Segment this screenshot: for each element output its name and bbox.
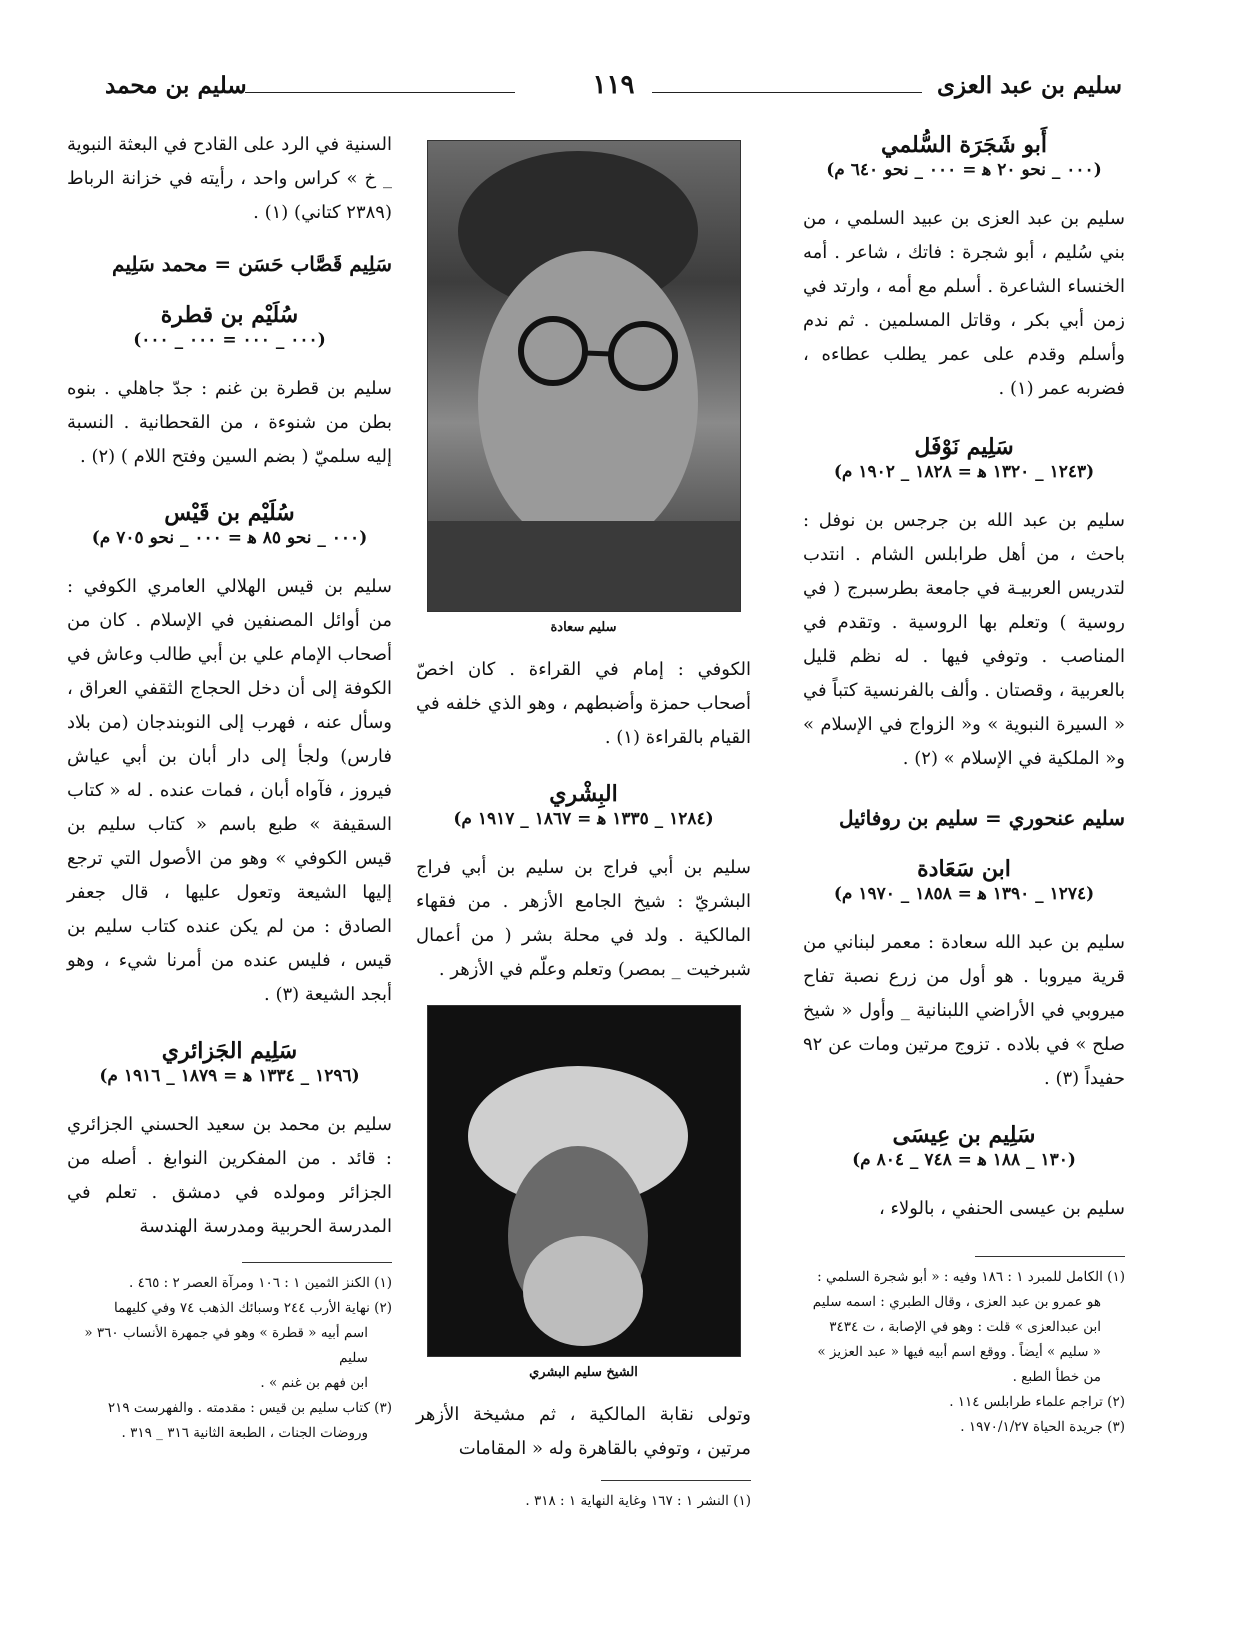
header-rule-right xyxy=(652,92,922,93)
entry-al-bishri xyxy=(416,781,751,987)
page-header xyxy=(105,72,1122,112)
footnote-line: (١) الكامل للمبرد ١ : ١٨٦ وفيه : « أبو شجرة السلمي : xyxy=(817,1269,1125,1285)
entry-body: سليم بن قطرة بن غنم : جدّ جاهلي . بنوه بطن من شنوءة ، من القحطانية . النسبة إليه سلميّ ( بضم السين وفتح اللام ) (٢) . xyxy=(67,378,392,467)
entry-body: سليم بن عبد الله سعادة : معمر لبناني من قرية ميروبا . هو أول من زرع نصبة تفاح ميروبي في الأراضي اللبنانية _ وأول « شيخ صلح » في بلاده . تزوج مرتين ومات عن ٩٢ حفيداً (٣) . xyxy=(803,932,1125,1089)
entry-abu-shajara xyxy=(803,132,1125,406)
entry-dates: (٠٠٠ _ ٠٠٠ = ٠٠٠ _ ٠٠٠) xyxy=(133,330,326,350)
footnote-line: هو عمرو بن عبد العزى ، وقال الطبري : اسمه سليم xyxy=(812,1294,1101,1310)
entry-title: سَلِيم الجَزائري xyxy=(161,1038,298,1064)
entry-dates: (١٢٩٦ _ ١٣٣٤ ﻫ = ١٨٧٩ _ ١٩١٦ م) xyxy=(99,1066,360,1086)
entry-body: سليم بن محمد بن سعيد الحسني الجزائري : قائد . من المفكرين النوابغ . أصله من الجزائر ومولده في دمشق . تعلم في المدرسة الحربية ومدرسة الهندسة xyxy=(67,1114,392,1237)
footnote-line: (١) الكنز الثمين ١ : ١٠٦ ومرآة العصر ٢ : ٤٦٥ . xyxy=(129,1275,392,1291)
entry-title: سُلَيْم بن قطرة xyxy=(160,302,299,328)
footnote-line: ابن عبدالعزى » قلت : وهو في الإصابة ، ت ٣٤٣٤ xyxy=(829,1319,1101,1335)
entry-sulaym-ibn-qays xyxy=(67,500,392,1012)
entry-salim-al-jazairi xyxy=(67,1038,392,1244)
portrait-photo-al-bishri xyxy=(427,1005,741,1357)
footnote-line: (٢) تراجم علماء طرابلس ١١٤ . xyxy=(949,1394,1125,1410)
page-number: ١١٩ xyxy=(579,70,649,100)
footnote-line: ابن فهم بن غنم » . xyxy=(260,1375,368,1391)
entry-sulaym-ibn-qutra xyxy=(67,302,392,474)
entry-title: سَلِيم بن عِيسَى xyxy=(892,1122,1036,1148)
entry-dates: (١٢٧٤ _ ١٣٩٠ ﻫ = ١٨٥٨ _ ١٩٧٠ م) xyxy=(833,884,1095,904)
entry-body: سليم بن أبي فراج بن سليم بن أبي فراج البشريّ : شيخ الجامع الأزهر . من فقهاء المالكية . ولد في محلة بشر ( من أعمال شبرخيت _ بمصر) وتعلم وعلّم في الأزهر . xyxy=(416,857,751,980)
entry-dates: (١٣٠ _ ١٨٨ ﻫ = ٧٤٨ _ ٨٠٤ م) xyxy=(852,1150,1076,1170)
running-title-left: سليم بن محمد xyxy=(105,72,247,99)
entry-title: سُلَيْم بن قَيْس xyxy=(164,500,295,526)
continued-text: وتولى نقابة المالكية ، ثم مشيخة الأزهر مرتين ، وتوفي بالقاهرة وله « المقامات xyxy=(416,1404,751,1459)
entry-title: البِشْري xyxy=(549,781,618,807)
left-column xyxy=(67,128,392,1446)
photo-caption: سليم سعادة xyxy=(550,620,617,635)
cross-reference: سليم عنحوري = سليم بن روفائيل xyxy=(838,806,1125,830)
right-column xyxy=(803,128,1125,1440)
portrait-photo-salim-saada xyxy=(427,140,741,612)
running-title-right: سليم بن عبد العزى xyxy=(937,72,1122,99)
footnotes xyxy=(416,1489,751,1514)
entry-title: أَبو شَجَرَة السُّلمي xyxy=(881,132,1047,158)
footnote-line: من خطأ الطبع . xyxy=(1012,1369,1101,1385)
entry-title: سَلِيم نَوْفَل xyxy=(914,434,1014,460)
continued-text: الكوفي : إمام في القراءة . كان اخصّ أصحاب حمزة وأضبطهم ، وهو الذي خلفه في القيام بالقراءة (١) . xyxy=(416,659,751,748)
footnotes xyxy=(803,1265,1125,1440)
entry-salim-ibn-isa xyxy=(803,1122,1125,1226)
middle-column xyxy=(416,140,751,1514)
entry-ibn-saada xyxy=(803,856,1125,1096)
entry-dates: (١٢٨٤ _ ١٣٣٥ ﻫ = ١٨٦٧ _ ١٩١٧ م) xyxy=(453,809,714,829)
portrait-illustration xyxy=(428,141,740,611)
footnote-line: وروضات الجنات ، الطبعة الثانية ٣١٦ _ ٣١٩ . xyxy=(121,1425,368,1441)
footnote-line: (١) النشر ١ : ١٦٧ وغاية النهاية ١ : ٣١٨ . xyxy=(525,1493,751,1509)
header-rule-left xyxy=(245,92,515,93)
continued-text: السنية في الرد على القادح في البعثة النبوية _ خ » كراس واحد ، رأيته في خزانة الرباط (٢٣٨٩ كتاني) (١) . xyxy=(67,134,392,223)
footnote-line: (٣) جريدة الحياة ١٩٧٠/١/٢٧ . xyxy=(960,1419,1125,1435)
footnote-rule xyxy=(975,1256,1125,1257)
footnote-line: « سليم » أيضاً . ووقع اسم أبيه فيها « عبد العزيز » xyxy=(817,1344,1101,1360)
entry-body: سليم بن عبد العزى بن عبيد السلمي ، من بني سُليم ، أبو شجرة : فاتك ، شاعر . أمه الخنساء الشاعرة . أسلم مع أمه ، وارتد في زمن أبي بكر ، وقاتل المسلمين . ثم ندم وأسلم وقدم على عمر يطلب عطاءه ، فضربه عمر (١) . xyxy=(803,208,1125,399)
footnote-rule xyxy=(242,1262,392,1263)
footnote-line: (٣) كتاب سليم بن قيس : مقدمته . والفهرست ٢١٩ xyxy=(107,1400,392,1416)
entry-dates: (١٢٤٣ _ ١٣٢٠ ﻫ = ١٨٢٨ _ ١٩٠٢ م) xyxy=(833,462,1095,482)
entry-dates: (٠٠٠ _ نحو ٢٠ ﻫ = ٠٠٠ _ نحو ٦٤٠ م) xyxy=(826,160,1102,180)
footnote-rule xyxy=(601,1480,751,1481)
footnote-line: (٢) نهاية الأرب ٢٤٤ وسبائك الذهب ٧٤ وفي كليهما xyxy=(113,1300,392,1316)
entry-dates: (٠٠٠ _ نحو ٨٥ ﻫ = ٠٠٠ _ نحو ٧٠٥ م) xyxy=(91,528,368,548)
portrait-illustration xyxy=(428,1006,740,1356)
footnote-line: اسم أبيه « قطرة » وهو في جمهرة الأنساب ٣٦٠ « سليم xyxy=(84,1325,368,1366)
entry-body: سليم بن قيس الهلالي العامري الكوفي : من أوائل المصنفين في الإسلام . كان من أصحاب الإمام علي بن أبي طالب وعاش في الكوفة إلى أن دخل الحجاج الثقفي العراق ، وسأل عنه ، فهرب إلى النوبندجان (من بلاد فارس) ولجأ إلى دار أبان بن أبي عياش فيروز ، فآواه أبان ، فمات عنده . له « كتاب السقيفة » طبع باسم « كتاب سليم بن قيس الكوفي » وهو من الأصول التي ترجع إليها الشيعة وتعول عليها ، قال جعفر الصادق : من لم يكن عنده كتاب سليم بن قيس ، فليس عنده من أمرنا شيء ، وهو أبجد الشيعة (٣) . xyxy=(67,576,392,1005)
entry-title: ابن سَعَادة xyxy=(917,856,1011,882)
entry-body: سليم بن عبد الله بن جرجس بن نوفل : باحث ، من أهل طرابلس الشام . انتدب لتدريس العربيـة في جامعة بطرسبرج ( في روسية ) وتعلم بها الروسية . وتقدم في المناصب . وتوفي فيها . له نظم قليل بالعربية ، وقصتان . وألف بالفرنسية كتباً في « السيرة النبوية » و« الزواج في الإسلام » و« الملكية في الإسلام » (٢) . xyxy=(803,510,1126,769)
entry-salim-nawfal xyxy=(803,434,1125,776)
photo-caption: الشيخ سليم البشري xyxy=(529,1365,638,1380)
footnotes xyxy=(67,1271,392,1446)
entry-body: سليم بن عيسى الحنفي ، بالولاء ، xyxy=(879,1198,1125,1219)
cross-reference: سَلِيم قَصَّاب حَسَن = محمد سَلِيم xyxy=(112,252,392,276)
